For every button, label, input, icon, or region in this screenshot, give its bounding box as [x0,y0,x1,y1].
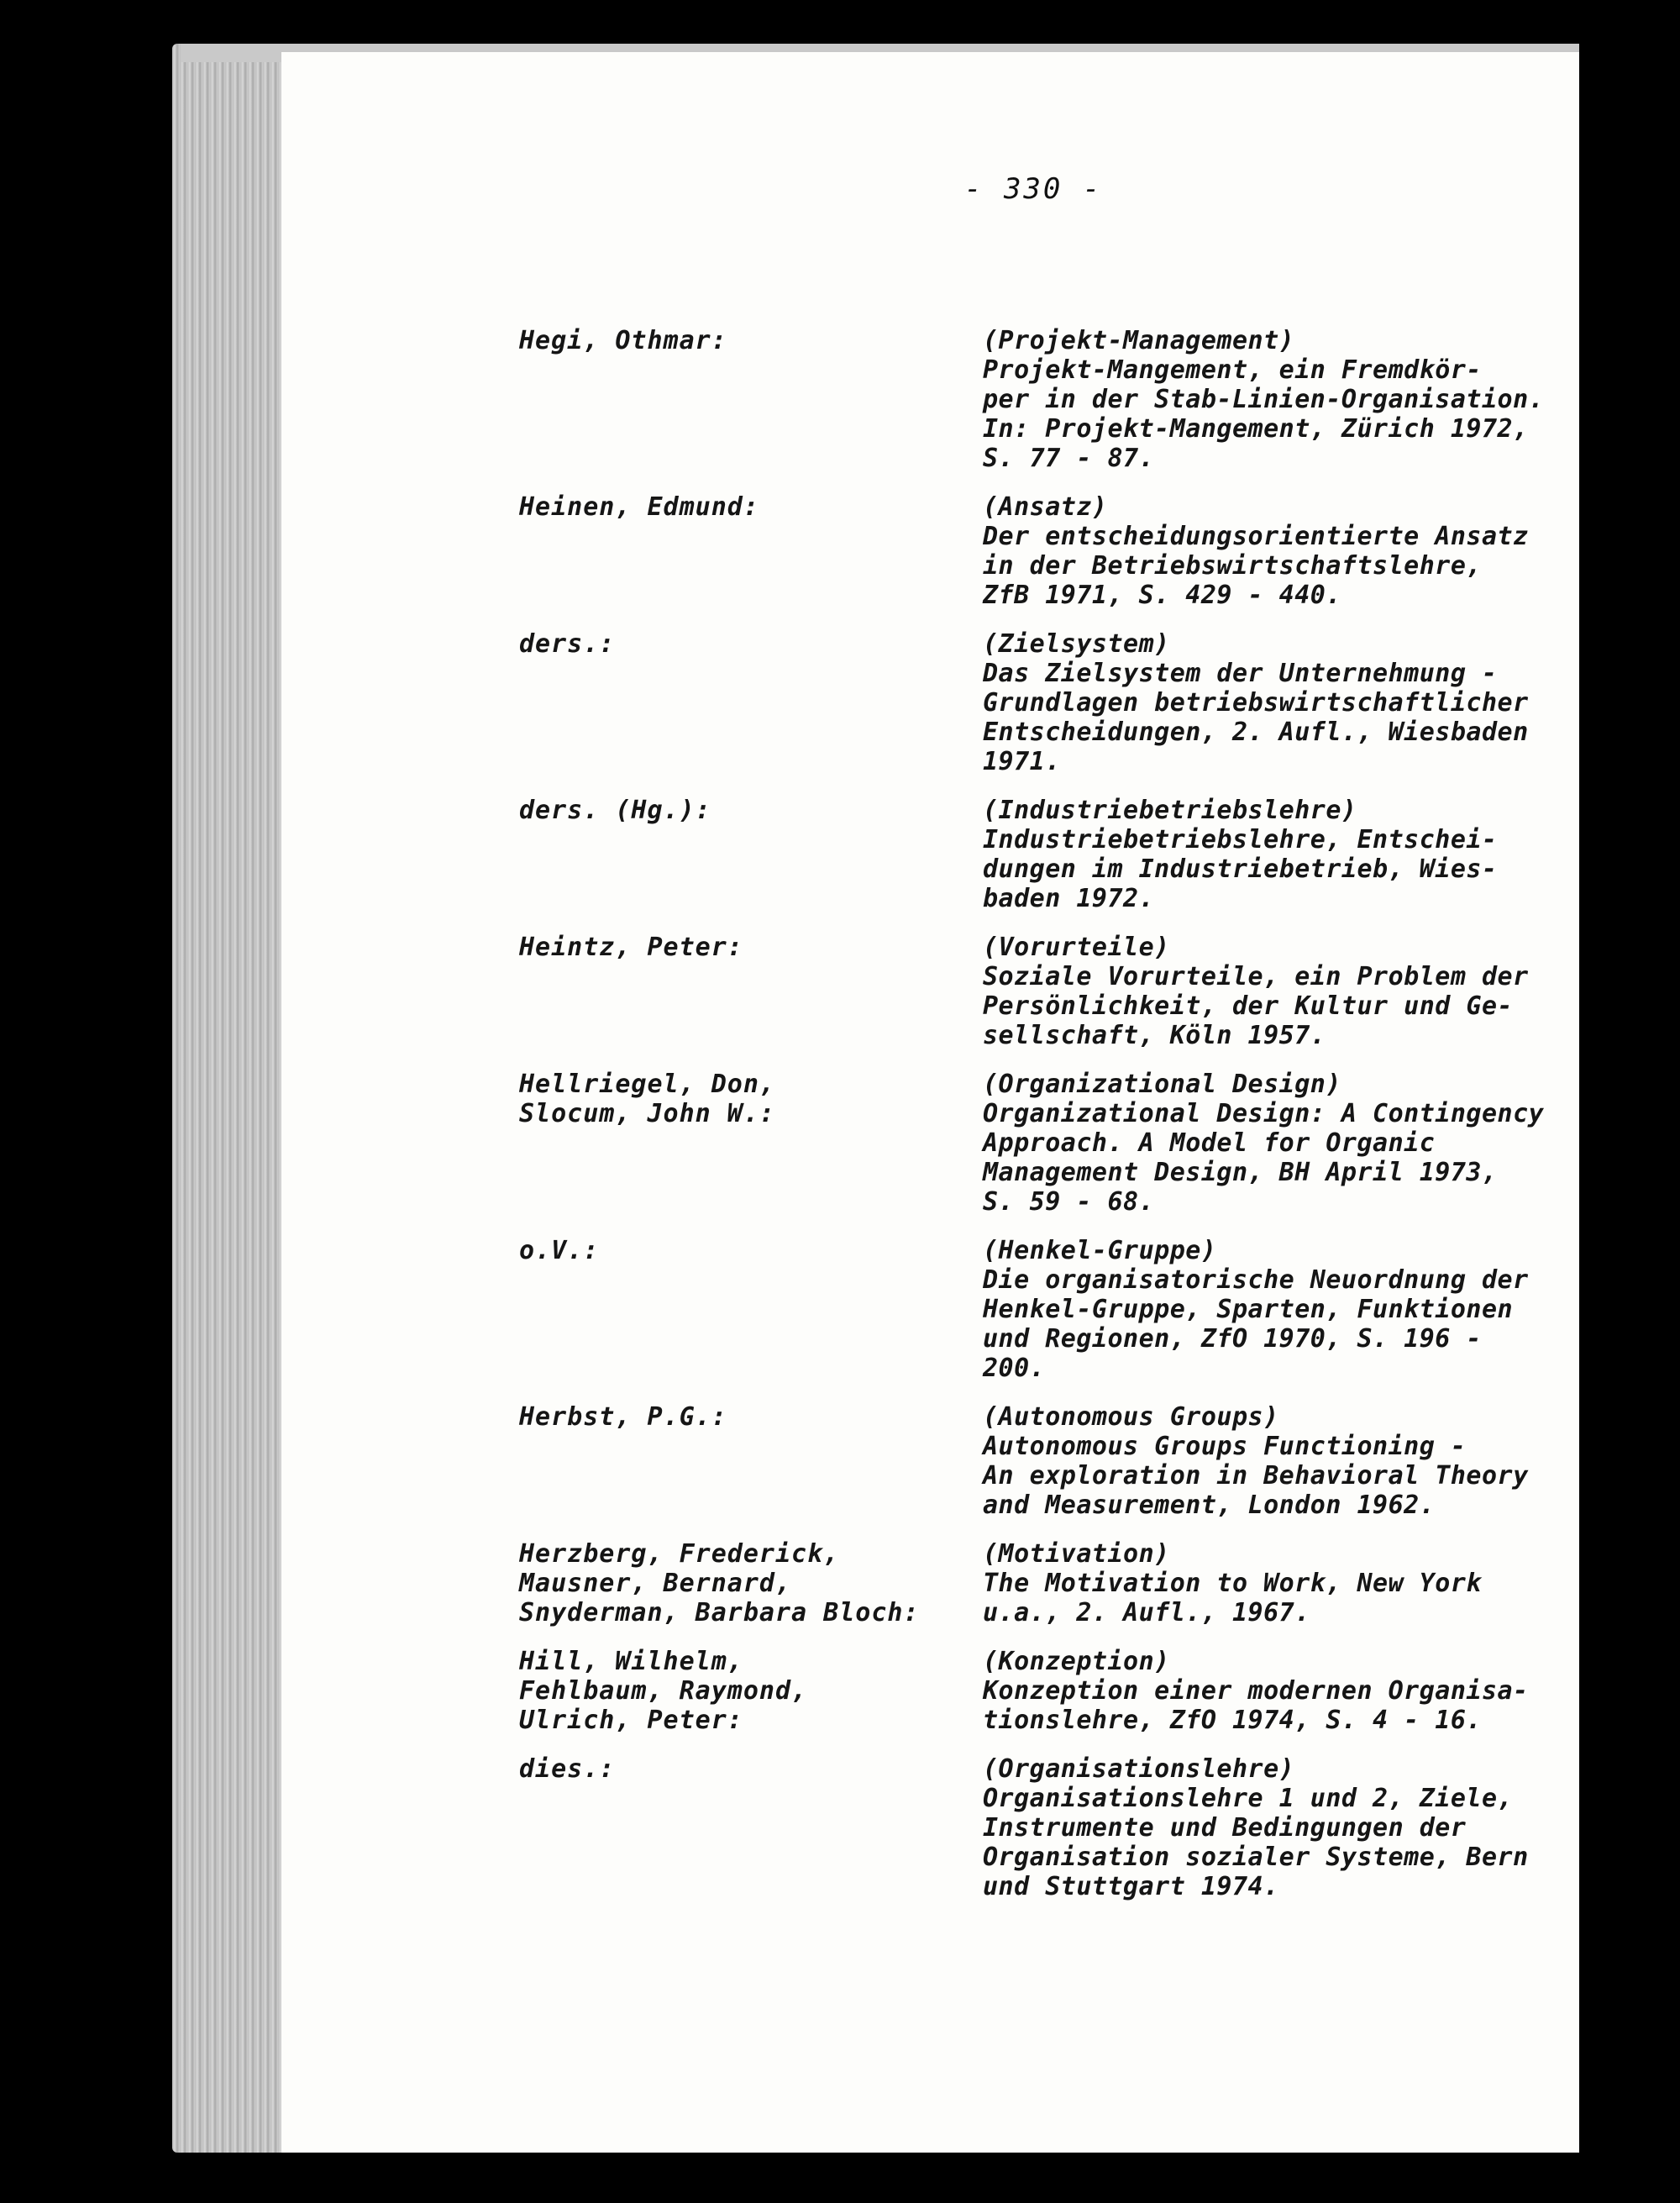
entry-author [519,492,983,610]
author-line: ders.: [519,629,616,659]
entry-reference [983,1754,1603,1901]
reference-short-title: (Ansatz) [983,492,1108,522]
author-line: Herbst, P.G.: [519,1402,727,1432]
reference-line: sellschaft, Köln 1957. [983,1021,1326,1050]
reference-line: 1971. [983,747,1061,776]
entry-author [519,1647,983,1735]
bibliography-entry [519,1539,1603,1627]
bibliography-entry [519,492,1603,610]
reference-line: und Regionen, ZfO 1970, S. 196 - [983,1324,1482,1354]
entry-author [519,1539,983,1627]
reference-line: Entscheidungen, 2. Aufl., Wiesbaden [983,718,1529,747]
reference-line: baden 1972. [983,884,1155,913]
reference-line: Henkel-Gruppe, Sparten, Funktionen [983,1295,1514,1324]
reference-line: Autonomous Groups Functioning - [983,1432,1467,1461]
reference-line: Der entscheidungsorientierte Ansatz [983,522,1529,551]
reference-line: Organisation sozialer Systeme, Bern [983,1843,1529,1872]
reference-line: Die organisatorische Neuordnung der [983,1265,1529,1295]
author-line: Ulrich, Peter: [519,1706,743,1735]
entry-author [519,326,983,473]
author-line: Snyderman, Barbara Bloch: [519,1598,920,1627]
book-page-edges [172,44,286,2153]
reference-short-title: (Henkel-Gruppe) [983,1236,1217,1265]
reference-line: Konzeption einer modernen Organisa- [983,1676,1529,1706]
bibliography-entry [519,796,1603,913]
entry-reference [983,933,1603,1050]
author-line: Fehlbaum, Raymond, [519,1676,808,1706]
bibliography-entry [519,1070,1603,1217]
entry-reference [983,796,1603,913]
author-line: Hegi, Othmar: [519,326,727,355]
entry-author [519,629,983,776]
page-number: - 330 - [964,172,1103,206]
reference-line: Soziale Vorurteile, ein Problem der [983,962,1529,991]
reference-line: S. 77 - 87. [983,444,1155,473]
entry-reference [983,326,1603,473]
reference-short-title: (Autonomous Groups) [983,1402,1279,1432]
reference-line: Management Design, BH April 1973, [983,1158,1498,1187]
author-line: Hellriegel, Don, [519,1070,775,1099]
entry-reference [983,1070,1603,1217]
reference-line: u.a., 2. Aufl., 1967. [983,1598,1310,1627]
bibliography-list [519,326,1603,1921]
reference-line: und Stuttgart 1974. [983,1872,1279,1901]
entry-reference [983,1647,1603,1735]
reference-line: in der Betriebswirtschaftslehre, [983,551,1482,581]
author-line: o.V.: [519,1236,600,1265]
reference-line: ZfB 1971, S. 429 - 440. [983,581,1341,610]
reference-line: per in der Stab-Linien-Organisation. [983,385,1545,414]
reference-line: Instrumente und Bedingungen der [983,1813,1467,1843]
reference-short-title: (Organisationslehre) [983,1754,1295,1784]
entry-reference [983,1539,1603,1627]
author-line: ders. (Hg.): [519,796,711,825]
reference-line: An exploration in Behavioral Theory [983,1461,1529,1491]
bibliography-entry [519,933,1603,1050]
entry-reference [983,1402,1603,1520]
reference-short-title: (Zielsystem) [983,629,1170,659]
bibliography-entry [519,1236,1603,1383]
entry-author [519,1754,983,1901]
entry-reference [983,629,1603,776]
bibliography-entry [519,1402,1603,1520]
reference-short-title: (Konzeption) [983,1647,1170,1676]
reference-short-title: (Motivation) [983,1539,1170,1569]
bibliography-entry [519,326,1603,473]
reference-short-title: (Vorurteile) [983,933,1170,962]
author-line: Herzberg, Frederick, [519,1539,840,1569]
reference-line: and Measurement, London 1962. [983,1491,1436,1520]
reference-line: Organizational Design: A Contingency [983,1099,1545,1128]
reference-short-title: (Organizational Design) [983,1070,1341,1099]
reference-line: Approach. A Model for Organic [983,1128,1436,1158]
author-line: Slocum, John W.: [519,1099,775,1128]
entry-author [519,1070,983,1217]
reference-line: Grundlagen betriebswirtschaftlicher [983,688,1529,718]
bibliography-entry [519,1647,1603,1735]
reference-line: Projekt-Mangement, ein Fremdkör- [983,355,1482,385]
entry-reference [983,492,1603,610]
author-line: Hill, Wilhelm, [519,1647,743,1676]
author-line: Mausner, Bernard, [519,1569,792,1598]
entry-author [519,1236,983,1383]
reference-line: Organisationslehre 1 und 2, Ziele, [983,1784,1514,1813]
author-line: Heintz, Peter: [519,933,743,962]
reference-line: The Motivation to Work, New York [983,1569,1482,1598]
entry-author [519,933,983,1050]
entry-author [519,796,983,913]
bibliography-entry [519,629,1603,776]
reference-line: tionslehre, ZfO 1974, S. 4 - 16. [983,1706,1482,1735]
reference-line: dungen im Industriebetrieb, Wies- [983,854,1498,884]
reference-short-title: (Projekt-Management) [983,326,1295,355]
reference-line: Das Zielsystem der Unternehmung - [983,659,1498,688]
reference-line: 200. [983,1354,1046,1383]
bibliography-entry [519,1754,1603,1901]
reference-line: Persönlichkeit, der Kultur und Ge- [983,991,1514,1021]
reference-line: In: Projekt-Mangement, Zürich 1972, [983,414,1529,444]
entry-author [519,1402,983,1520]
entry-reference [983,1236,1603,1383]
author-line: Heinen, Edmund: [519,492,759,522]
author-line: dies.: [519,1754,616,1784]
reference-line: S. 59 - 68. [983,1187,1155,1217]
reference-short-title: (Industriebetriebslehre) [983,796,1357,825]
reference-line: Industriebetriebslehre, Entschei- [983,825,1498,854]
